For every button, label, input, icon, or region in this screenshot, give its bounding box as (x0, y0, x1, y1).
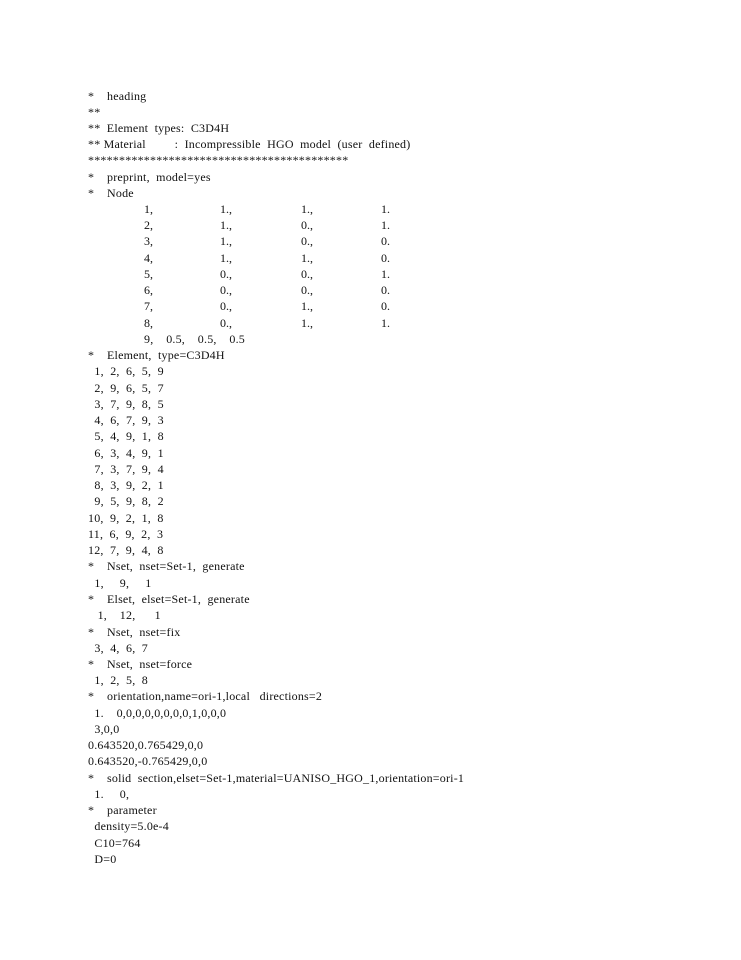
line-preprint: * preprint, model=yes (88, 170, 211, 184)
element-row: 12, 7, 9, 4, 8 (88, 543, 164, 557)
node-y: 1., (301, 316, 313, 330)
line-solid-section: * solid section,elset=Set-1,material=UANISO_HGO_1,orientation=ori-1 (88, 771, 465, 785)
element-row: 9, 5, 9, 8, 2 (88, 494, 164, 508)
element-row: 7, 3, 7, 9, 4 (88, 462, 164, 476)
line-c10: C10=764 (88, 836, 141, 850)
line-nset-force-values: 1, 2, 5, 8 (88, 673, 148, 687)
node-z: 0. (381, 234, 390, 248)
element-row: 6, 3, 4, 9, 1 (88, 446, 164, 460)
element-row: 8, 3, 9, 2, 1 (88, 478, 164, 492)
node-row-9: 9, 0.5, 0.5, 0.5 (144, 332, 245, 346)
node-x: 1., (220, 234, 232, 248)
line-comment-blank: ** (88, 105, 101, 119)
line-elset-set1: * Elset, elset=Set-1, generate (88, 592, 250, 606)
node-id: 8, (144, 316, 153, 330)
line-nset-set1-values: 1, 9, 1 (88, 576, 152, 590)
node-id: 4, (144, 251, 153, 265)
line-orientation-values-2: 3,0,0 (88, 722, 120, 736)
node-x: 0., (220, 316, 232, 330)
node-z: 1. (381, 218, 390, 232)
node-x: 0., (220, 299, 232, 313)
line-node-header: * Node (88, 186, 134, 200)
node-y: 0., (301, 283, 313, 297)
node-id: 3, (144, 234, 153, 248)
node-y: 1., (301, 299, 313, 313)
line-solid-section-values: 1. 0, (88, 787, 130, 801)
node-y: 0., (301, 267, 313, 281)
node-id: 5, (144, 267, 153, 281)
line-material: ** Material : Incompressible HGO model (user defined) (88, 137, 411, 151)
node-y: 0., (301, 234, 313, 248)
line-orientation-values-1: 1. 0,0,0,0,0,0,0,0,1,0,0,0 (88, 706, 227, 720)
node-y: 0., (301, 218, 313, 232)
node-z: 1. (381, 267, 390, 281)
node-x: 1., (220, 202, 232, 216)
line-element-types: ** Element types: C3D4H (88, 121, 230, 135)
node-z: 1. (381, 202, 390, 216)
line-element-header: * Element, type=C3D4H (88, 348, 225, 362)
node-z: 1. (381, 316, 390, 330)
node-y: 1., (301, 251, 313, 265)
node-id: 6, (144, 283, 153, 297)
line-orientation: * orientation,name=ori-1,local directions=2 (88, 689, 323, 703)
line-separator: ****************************************** (88, 153, 349, 167)
element-row: 4, 6, 7, 9, 3 (88, 413, 164, 427)
node-id: 7, (144, 299, 153, 313)
node-id: 1, (144, 202, 153, 216)
node-z: 0. (381, 283, 390, 297)
node-x: 0., (220, 267, 232, 281)
line-nset-fix-values: 3, 4, 6, 7 (88, 641, 148, 655)
node-z: 0. (381, 299, 390, 313)
line-elset-set1-values: 1, 12, 1 (88, 608, 161, 622)
element-row: 5, 4, 9, 1, 8 (88, 429, 164, 443)
node-x: 1., (220, 218, 232, 232)
element-row: 3, 7, 9, 8, 5 (88, 397, 164, 411)
node-id: 2, (144, 218, 153, 232)
line-nset-set1: * Nset, nset=Set-1, generate (88, 559, 245, 573)
element-row: 2, 9, 6, 5, 7 (88, 381, 164, 395)
element-row: 1, 2, 6, 5, 9 (88, 364, 164, 378)
node-x: 0., (220, 283, 232, 297)
line-nset-fix: * Nset, nset=fix (88, 625, 181, 639)
element-row: 11, 6, 9, 2, 3 (88, 527, 164, 541)
line-orientation-values-3: 0.643520,0.765429,0,0 (88, 738, 204, 752)
node-y: 1., (301, 202, 313, 216)
node-z: 0. (381, 251, 390, 265)
line-orientation-values-4: 0.643520,-0.765429,0,0 (88, 754, 208, 768)
line-heading: * heading (88, 89, 147, 103)
line-nset-force: * Nset, nset=force (88, 657, 193, 671)
element-row: 10, 9, 2, 1, 8 (88, 511, 164, 525)
node-x: 1., (220, 251, 232, 265)
line-density: density=5.0e-4 (88, 819, 169, 833)
line-parameter: * parameter (88, 803, 157, 817)
line-d: D=0 (88, 852, 117, 866)
